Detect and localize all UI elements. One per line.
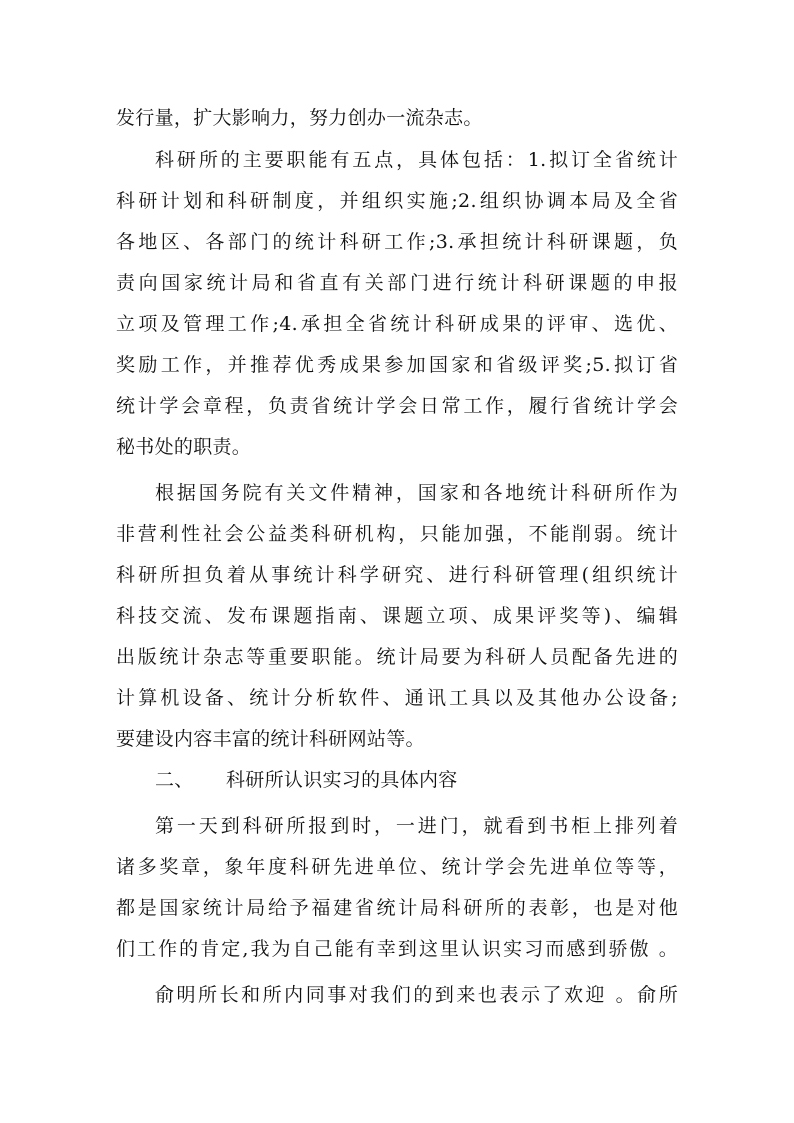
paragraph-line: 要建设内容丰富的统计科研网站等。: [116, 728, 425, 750]
paragraph-line: 科技交流、发布课题指南、课题立项、成果评奖等)、编辑: [116, 605, 678, 627]
paragraph-line: 发行量，扩大影响力，努力创办一流杂志。: [116, 107, 483, 129]
paragraph-line: 俞明所长和所内同事对我们的到来也表示了欢迎 。俞所: [155, 984, 678, 1006]
paragraph-line: 根据国务院有关文件精神，国家和各地统计科研所作为: [155, 482, 678, 504]
paragraph-line: 诸多奖章，象年度科研先进单位、统计学会先进单位等等，: [116, 856, 678, 878]
paragraph-line: 们工作的肯定,我为自己能有幸到这里认识实习而感到骄傲 。: [116, 938, 678, 960]
paragraph-line: 出版统计杂志等重要职能。统计局要为科研人员配备先进的: [116, 646, 678, 668]
paragraph-line: 科研所的主要职能有五点，具体包括：1.拟订全省统计: [155, 149, 678, 171]
paragraph-line: 奖励工作，并推荐优秀成果参加国家和省级评奖;5.拟订省: [116, 354, 678, 376]
paragraph-line: 科研所担负着从事统计科学研究、进行科研管理(组织统计: [116, 564, 678, 586]
paragraph-line: 各地区、各部门的统计科研工作;3.承担统计科研课题，负: [116, 231, 678, 253]
paragraph-line: 科研计划和科研制度，并组织实施;2.组织协调本局及全省: [116, 190, 678, 212]
section-heading-title: 科研所认识实习的具体内容: [226, 769, 458, 791]
paragraph-line: 统计学会章程，负责省统计学会日常工作，履行省统计学会: [116, 395, 678, 417]
paragraph-line: 责向国家统计局和省直有关部门进行统计科研课题的申报: [116, 272, 678, 294]
paragraph-line: 非营利性社会公益类科研机构，只能加强，不能削弱。统计: [116, 523, 678, 545]
paragraph-line: 秘书处的职责。: [116, 436, 252, 458]
paragraph-line: 都是国家统计局给予福建省统计局科研所的表彰，也是对他: [116, 897, 678, 919]
paragraph-line: 计算机设备、统计分析软件、通讯工具以及其他办公设备;: [116, 687, 678, 709]
section-heading-number: 二、: [155, 769, 194, 791]
paragraph-line: 第一天到科研所报到时，一进门，就看到书柜上排列着: [155, 815, 678, 837]
paragraph-line: 立项及管理工作;4.承担全省统计科研成果的评审、选优、: [116, 313, 678, 335]
